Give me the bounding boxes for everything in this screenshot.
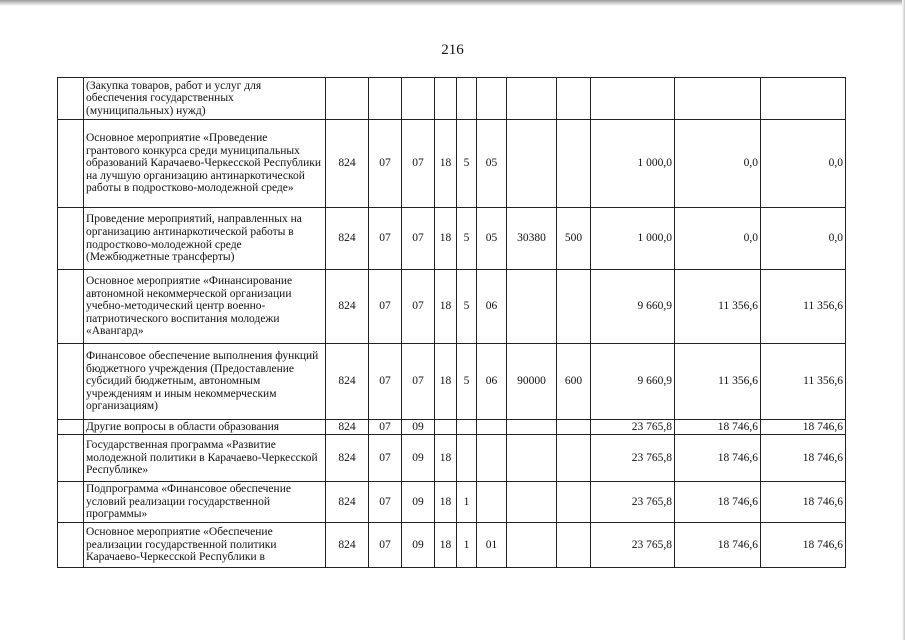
program-cell xyxy=(435,420,457,435)
table-row xyxy=(58,482,846,523)
program-cell: 18 xyxy=(435,120,457,208)
expense-type-cell: 500 xyxy=(557,208,591,270)
subsection-cell: 07 xyxy=(402,120,435,208)
kvsr-cell: 824 xyxy=(326,208,369,270)
row-number-cell xyxy=(58,208,84,270)
amount-year-1-cell: 9 660,9 xyxy=(591,344,675,420)
program-cell: 18 xyxy=(435,482,457,523)
event-cell: 05 xyxy=(477,208,507,270)
kvsr-cell: 824 xyxy=(326,523,369,568)
section-cell: 07 xyxy=(369,270,402,344)
table-row xyxy=(58,120,846,208)
event-cell xyxy=(477,420,507,435)
subprogram-cell: 5 xyxy=(457,344,477,420)
amount-year-2-cell: 0,0 xyxy=(675,208,761,270)
subsection-cell: 09 xyxy=(402,435,435,482)
row-number-cell xyxy=(58,120,84,208)
amount-year-3-cell: 18 746,6 xyxy=(761,523,846,568)
section-cell: 07 xyxy=(369,523,402,568)
table-row xyxy=(58,523,846,568)
row-number-cell xyxy=(58,435,84,482)
direction-cell xyxy=(507,435,557,482)
subsection-cell: 09 xyxy=(402,482,435,523)
subsection-cell: 09 xyxy=(402,523,435,568)
event-cell xyxy=(477,78,507,120)
page-number: 216 xyxy=(441,42,464,58)
kvsr-cell: 824 xyxy=(326,344,369,420)
item-name-cell: (Закупка товаров, работ и услуг для обеспечения государственных (муниципальных) нужд) xyxy=(84,78,326,120)
direction-cell: 90000 xyxy=(507,344,557,420)
kvsr-cell: 824 xyxy=(326,482,369,523)
direction-cell xyxy=(507,523,557,568)
item-name-cell: Проведение мероприятий, направленных на организацию антинаркотической работы в подростково-молодежной среде (Межбюджетные трансферты) xyxy=(84,208,326,270)
scan-top-edge xyxy=(0,0,905,6)
event-cell: 05 xyxy=(477,120,507,208)
amount-year-2-cell: 18 746,6 xyxy=(675,420,761,435)
table-row xyxy=(58,208,846,270)
amount-year-1-cell: 23 765,8 xyxy=(591,523,675,568)
amount-year-2-cell: 11 356,6 xyxy=(675,270,761,344)
table-body xyxy=(58,78,846,568)
row-number-cell xyxy=(58,78,84,120)
row-number-cell xyxy=(58,482,84,523)
amount-year-3-cell: 0,0 xyxy=(761,208,846,270)
amount-year-3-cell: 11 356,6 xyxy=(761,270,846,344)
event-cell xyxy=(477,435,507,482)
program-cell: 18 xyxy=(435,208,457,270)
expense-type-cell xyxy=(557,420,591,435)
row-number-cell xyxy=(58,344,84,420)
expense-type-cell xyxy=(557,523,591,568)
expense-type-cell xyxy=(557,482,591,523)
subprogram-cell: 5 xyxy=(457,270,477,344)
kvsr-cell xyxy=(326,78,369,120)
item-name-cell: Основное мероприятие «Обеспечение реализации государственной политики Карачаево-Черкесской Республики в xyxy=(84,523,326,568)
kvsr-cell: 824 xyxy=(326,420,369,435)
expense-type-cell xyxy=(557,120,591,208)
section-cell: 07 xyxy=(369,420,402,435)
amount-year-3-cell: 0,0 xyxy=(761,120,846,208)
subprogram-cell: 5 xyxy=(457,120,477,208)
amount-year-2-cell: 18 746,6 xyxy=(675,482,761,523)
amount-year-1-cell: 23 765,8 xyxy=(591,482,675,523)
direction-cell: 30380 xyxy=(507,208,557,270)
budget-table xyxy=(57,77,846,568)
amount-year-2-cell xyxy=(675,78,761,120)
subprogram-cell: 1 xyxy=(457,482,477,523)
item-name-cell: Основное мероприятие «Финансирование автономной некоммерческой организации учебно-методический центр военно-патриотического воспитания молодежи «Авангард» xyxy=(84,270,326,344)
program-cell: 18 xyxy=(435,435,457,482)
amount-year-2-cell: 0,0 xyxy=(675,120,761,208)
amount-year-1-cell: 23 765,8 xyxy=(591,420,675,435)
subprogram-cell xyxy=(457,435,477,482)
item-name-cell: Основное мероприятие «Проведение грантового конкурса среди муниципальных образований Карачаево-Черкесской Республики на лучшую организацию антинаркотической работы в подростково-молодежной среде» xyxy=(84,120,326,208)
table-row xyxy=(58,270,846,344)
row-number-cell xyxy=(58,270,84,344)
item-name-cell: Подпрограмма «Финансовое обеспечение условий реализации государственной программы» xyxy=(84,482,326,523)
expense-type-cell xyxy=(557,78,591,120)
row-number-cell xyxy=(58,420,84,435)
direction-cell xyxy=(507,78,557,120)
program-cell xyxy=(435,78,457,120)
amount-year-1-cell xyxy=(591,78,675,120)
section-cell: 07 xyxy=(369,435,402,482)
event-cell: 01 xyxy=(477,523,507,568)
item-name-cell: Государственная программа «Развитие молодежной политики в Карачаево-Черкесской Республике» xyxy=(84,435,326,482)
subprogram-cell xyxy=(457,420,477,435)
expense-type-cell xyxy=(557,435,591,482)
section-cell: 07 xyxy=(369,344,402,420)
program-cell: 18 xyxy=(435,344,457,420)
expense-type-cell xyxy=(557,270,591,344)
amount-year-1-cell: 23 765,8 xyxy=(591,435,675,482)
section-cell: 07 xyxy=(369,482,402,523)
subprogram-cell: 5 xyxy=(457,208,477,270)
expense-type-cell: 600 xyxy=(557,344,591,420)
subsection-cell: 09 xyxy=(402,420,435,435)
table-row xyxy=(58,78,846,120)
subsection-cell: 07 xyxy=(402,344,435,420)
amount-year-1-cell: 1 000,0 xyxy=(591,208,675,270)
row-number-cell xyxy=(58,523,84,568)
event-cell xyxy=(477,482,507,523)
direction-cell xyxy=(507,482,557,523)
event-cell: 06 xyxy=(477,344,507,420)
table-row xyxy=(58,344,846,420)
direction-cell xyxy=(507,420,557,435)
item-name-cell: Финансовое обеспечение выполнения функций бюджетного учреждения (Предоставление субсидий бюджетным, автономным учреждениям и иным некоммерческим организациям) xyxy=(84,344,326,420)
subprogram-cell xyxy=(457,78,477,120)
section-cell xyxy=(369,78,402,120)
amount-year-3-cell: 11 356,6 xyxy=(761,344,846,420)
subsection-cell xyxy=(402,78,435,120)
subsection-cell: 07 xyxy=(402,270,435,344)
subsection-cell: 07 xyxy=(402,208,435,270)
section-cell: 07 xyxy=(369,208,402,270)
kvsr-cell: 824 xyxy=(326,120,369,208)
direction-cell xyxy=(507,270,557,344)
subprogram-cell: 1 xyxy=(457,523,477,568)
table-row xyxy=(58,435,846,482)
kvsr-cell: 824 xyxy=(326,435,369,482)
amount-year-3-cell: 18 746,6 xyxy=(761,482,846,523)
program-cell: 18 xyxy=(435,523,457,568)
table-row xyxy=(58,420,846,435)
section-cell: 07 xyxy=(369,120,402,208)
item-name-cell: Другие вопросы в области образования xyxy=(84,420,326,435)
amount-year-1-cell: 1 000,0 xyxy=(591,120,675,208)
amount-year-3-cell xyxy=(761,78,846,120)
kvsr-cell: 824 xyxy=(326,270,369,344)
direction-cell xyxy=(507,120,557,208)
event-cell: 06 xyxy=(477,270,507,344)
amount-year-2-cell: 18 746,6 xyxy=(675,435,761,482)
amount-year-2-cell: 11 356,6 xyxy=(675,344,761,420)
amount-year-1-cell: 9 660,9 xyxy=(591,270,675,344)
program-cell: 18 xyxy=(435,270,457,344)
amount-year-3-cell: 18 746,6 xyxy=(761,420,846,435)
amount-year-3-cell: 18 746,6 xyxy=(761,435,846,482)
amount-year-2-cell: 18 746,6 xyxy=(675,523,761,568)
